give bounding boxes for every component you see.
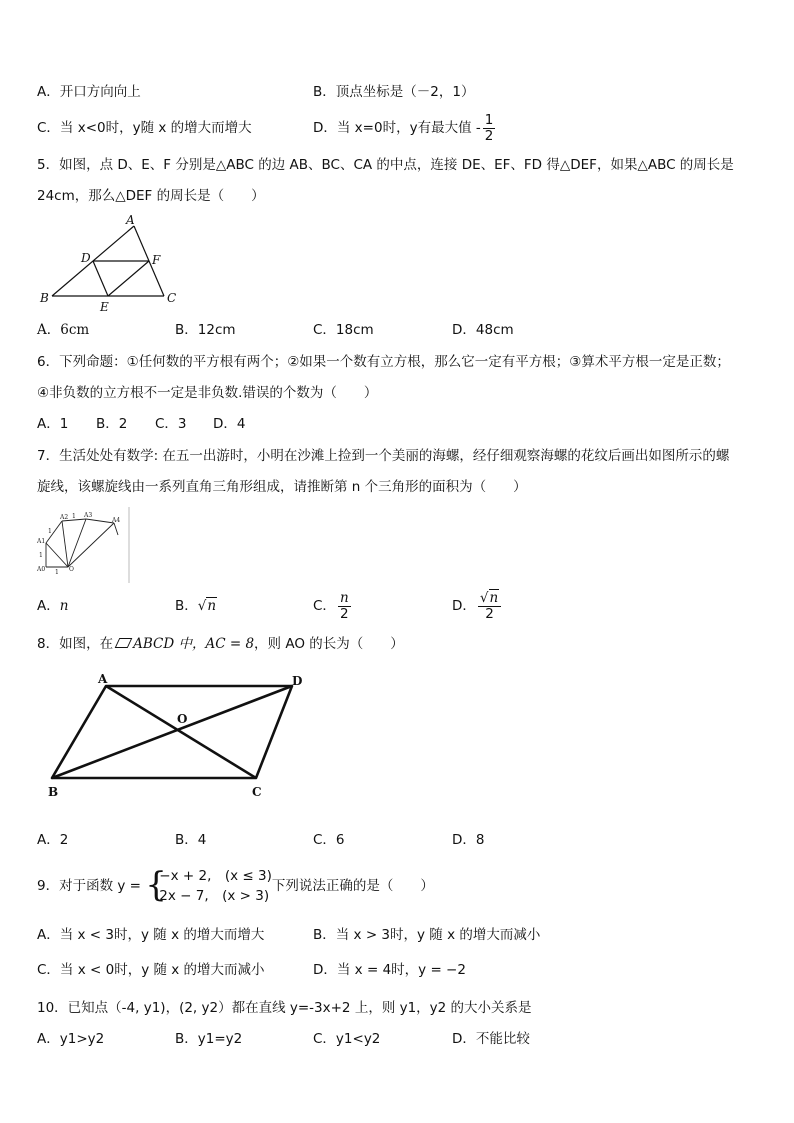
vertex-label-d: D [81,251,91,265]
q4-option-a: A．开口方向向上 [37,84,141,100]
q4-fraction [483,113,496,144]
q7-stem-line2: 旋线，该螺旋线由一系列直角三角形组成，请推断第 n 个三角形的面积为（ ） [37,479,527,495]
vertex-label-c: C [252,785,262,799]
q6-option-d: D．4 [213,416,246,432]
option-a-value: n [59,598,69,614]
q5-stem-line1: 5．如图，点 D、E、F 分别是△ABC 的边 AB、BC、CA 的中点，连接 DE、EF、FD 得△DEF，如果△ABC 的周长是 [37,157,734,173]
option-c-fraction [338,591,351,622]
spiral-label-one-d: 1 [72,513,76,520]
vertex-label-a: A [126,213,135,227]
spiral-label-one-c: 1 [48,528,52,535]
q8-option-d: D．8 [452,832,485,848]
q8-option-a: A．2 [37,832,69,848]
q9-stem-pre: 9．对于函数 y = [37,878,141,894]
q5-option-b: B．12cm [175,322,236,338]
q8-parallelogram-figure [40,670,320,800]
q6-option-a: A．1 [37,416,69,432]
spiral-label-a3: A3 [84,512,93,519]
q8-stem-mid: ABCD 中， [133,636,206,652]
q5-option-d: D．48cm [452,322,514,338]
q10-option-c: C．y1<y2 [313,1031,381,1047]
vertex-label-b: B [48,785,59,799]
piecewise-function [145,866,272,906]
q10-option-b: B．y1=y2 [175,1031,243,1047]
q7-option-b [175,597,217,615]
sqrt-symbol: √ [197,598,207,614]
spiral-label-a4: A4 [112,517,121,524]
q8-option-b: B．4 [175,832,207,848]
q10-option-d: D．不能比较 [452,1031,530,1047]
vertex-label-c: C [167,291,177,305]
option-b-label: B． [175,598,198,614]
spiral-label-one-a: 1 [55,569,59,576]
q6-stem-line2: ④非负数的立方根不一定是非负数.错误的个数为（ ） [37,385,378,401]
q8-stem [37,635,404,653]
option-d-label: D． [452,598,476,614]
fraction-numerator: n [339,589,349,606]
q9-stem-post: 下列说法正确的是（ ） [271,878,434,894]
piecewise-row-2: 2x − 7, (x > 3) [159,888,270,904]
vertex-label-d: D [292,674,303,688]
q5-triangle-figure [36,212,186,314]
center-label-o: O [177,712,188,726]
q5-option-a: A．6cm [37,322,90,338]
q9-stem [37,864,434,908]
spiral-label-o: O [69,566,74,573]
q6-option-b: B．2 [96,416,128,432]
q7-option-d [452,588,503,624]
q10-stem: 10．已知点（-4, y1)，(2, y2）都在直线 y=-3x+2 上，则 y1，y2 的大小关系是 [37,1000,532,1016]
sqrt-value: n [489,589,499,606]
fraction-denominator: 2 [339,605,349,622]
q6-stem-line1: 6．下列命题：①任何数的平方根有两个；②如果一个数有立方根，那么它一定有平方根；③算术平方根一定是正数； [37,354,730,370]
option-c-label: C． [313,598,336,614]
piecewise-row-1: −x + 2, (x ≤ 3) [159,868,272,884]
q9-option-b: B．当 x > 3时，y 随 x 的增大而减小 [313,927,541,943]
q9-option-a: A．当 x < 3时，y 随 x 的增大而增大 [37,927,265,943]
q5-stem-line2: 24cm，那么△DEF 的周长是（ ） [37,188,265,204]
q8-option-c: C．6 [313,832,345,848]
option-a-label: A． [37,598,60,614]
q7-spiral-figure [34,507,134,583]
q9-option-c: C．当 x < 0时，y 随 x 的增大而减小 [37,962,265,978]
q9-option-d: D．当 x = 4时，y = −2 [313,962,466,978]
q8-stem-pre: 8．如图，在 [37,636,114,652]
vertex-label-b: B [40,291,49,305]
q5-option-c: C．18cm [313,322,374,338]
fraction-denominator: 2 [484,127,494,144]
q7-option-c [313,588,353,624]
spiral-label-one-b: 1 [39,552,43,559]
spiral-label-a0: A0 [37,566,46,573]
q6-option-c: C．3 [155,416,187,432]
vertex-label-e: E [100,300,109,314]
spiral-label-a2: A2 [60,514,69,521]
fraction-numerator: 1 [484,111,494,128]
q4-option-c: C．当 x<0时，y随 x 的增大而增大 [37,120,252,136]
q4-option-b: B．顶点坐标是（－2，1） [313,84,475,100]
q10-option-a: A．y1>y2 [37,1031,105,1047]
parallelogram-symbol [115,638,133,648]
q4-option-d-text: D．当 x=0时，y有最大值 - [313,120,481,136]
option-d-fraction [478,591,501,622]
q8-stem-eq: AC = 8 [205,636,255,652]
q4-option-d [313,108,497,148]
q7-option-a [37,597,68,615]
spiral-label-a1: A1 [37,538,46,545]
fraction-denominator: 2 [485,605,494,622]
q8-stem-post: ，则 AO 的长为（ ） [254,636,404,652]
q7-stem-line1: 7．生活处处有数学: 在五一出游时，小明在沙滩上捡到一个美丽的海螺，经仔细观察海螺的花纹后画出如图所示的螺 [37,448,730,464]
brace-icon: { [145,865,167,905]
vertex-label-a: A [98,672,108,686]
vertex-label-f: F [152,253,161,267]
option-b-value: n [207,598,217,614]
fraction-numerator: √n [478,591,501,607]
